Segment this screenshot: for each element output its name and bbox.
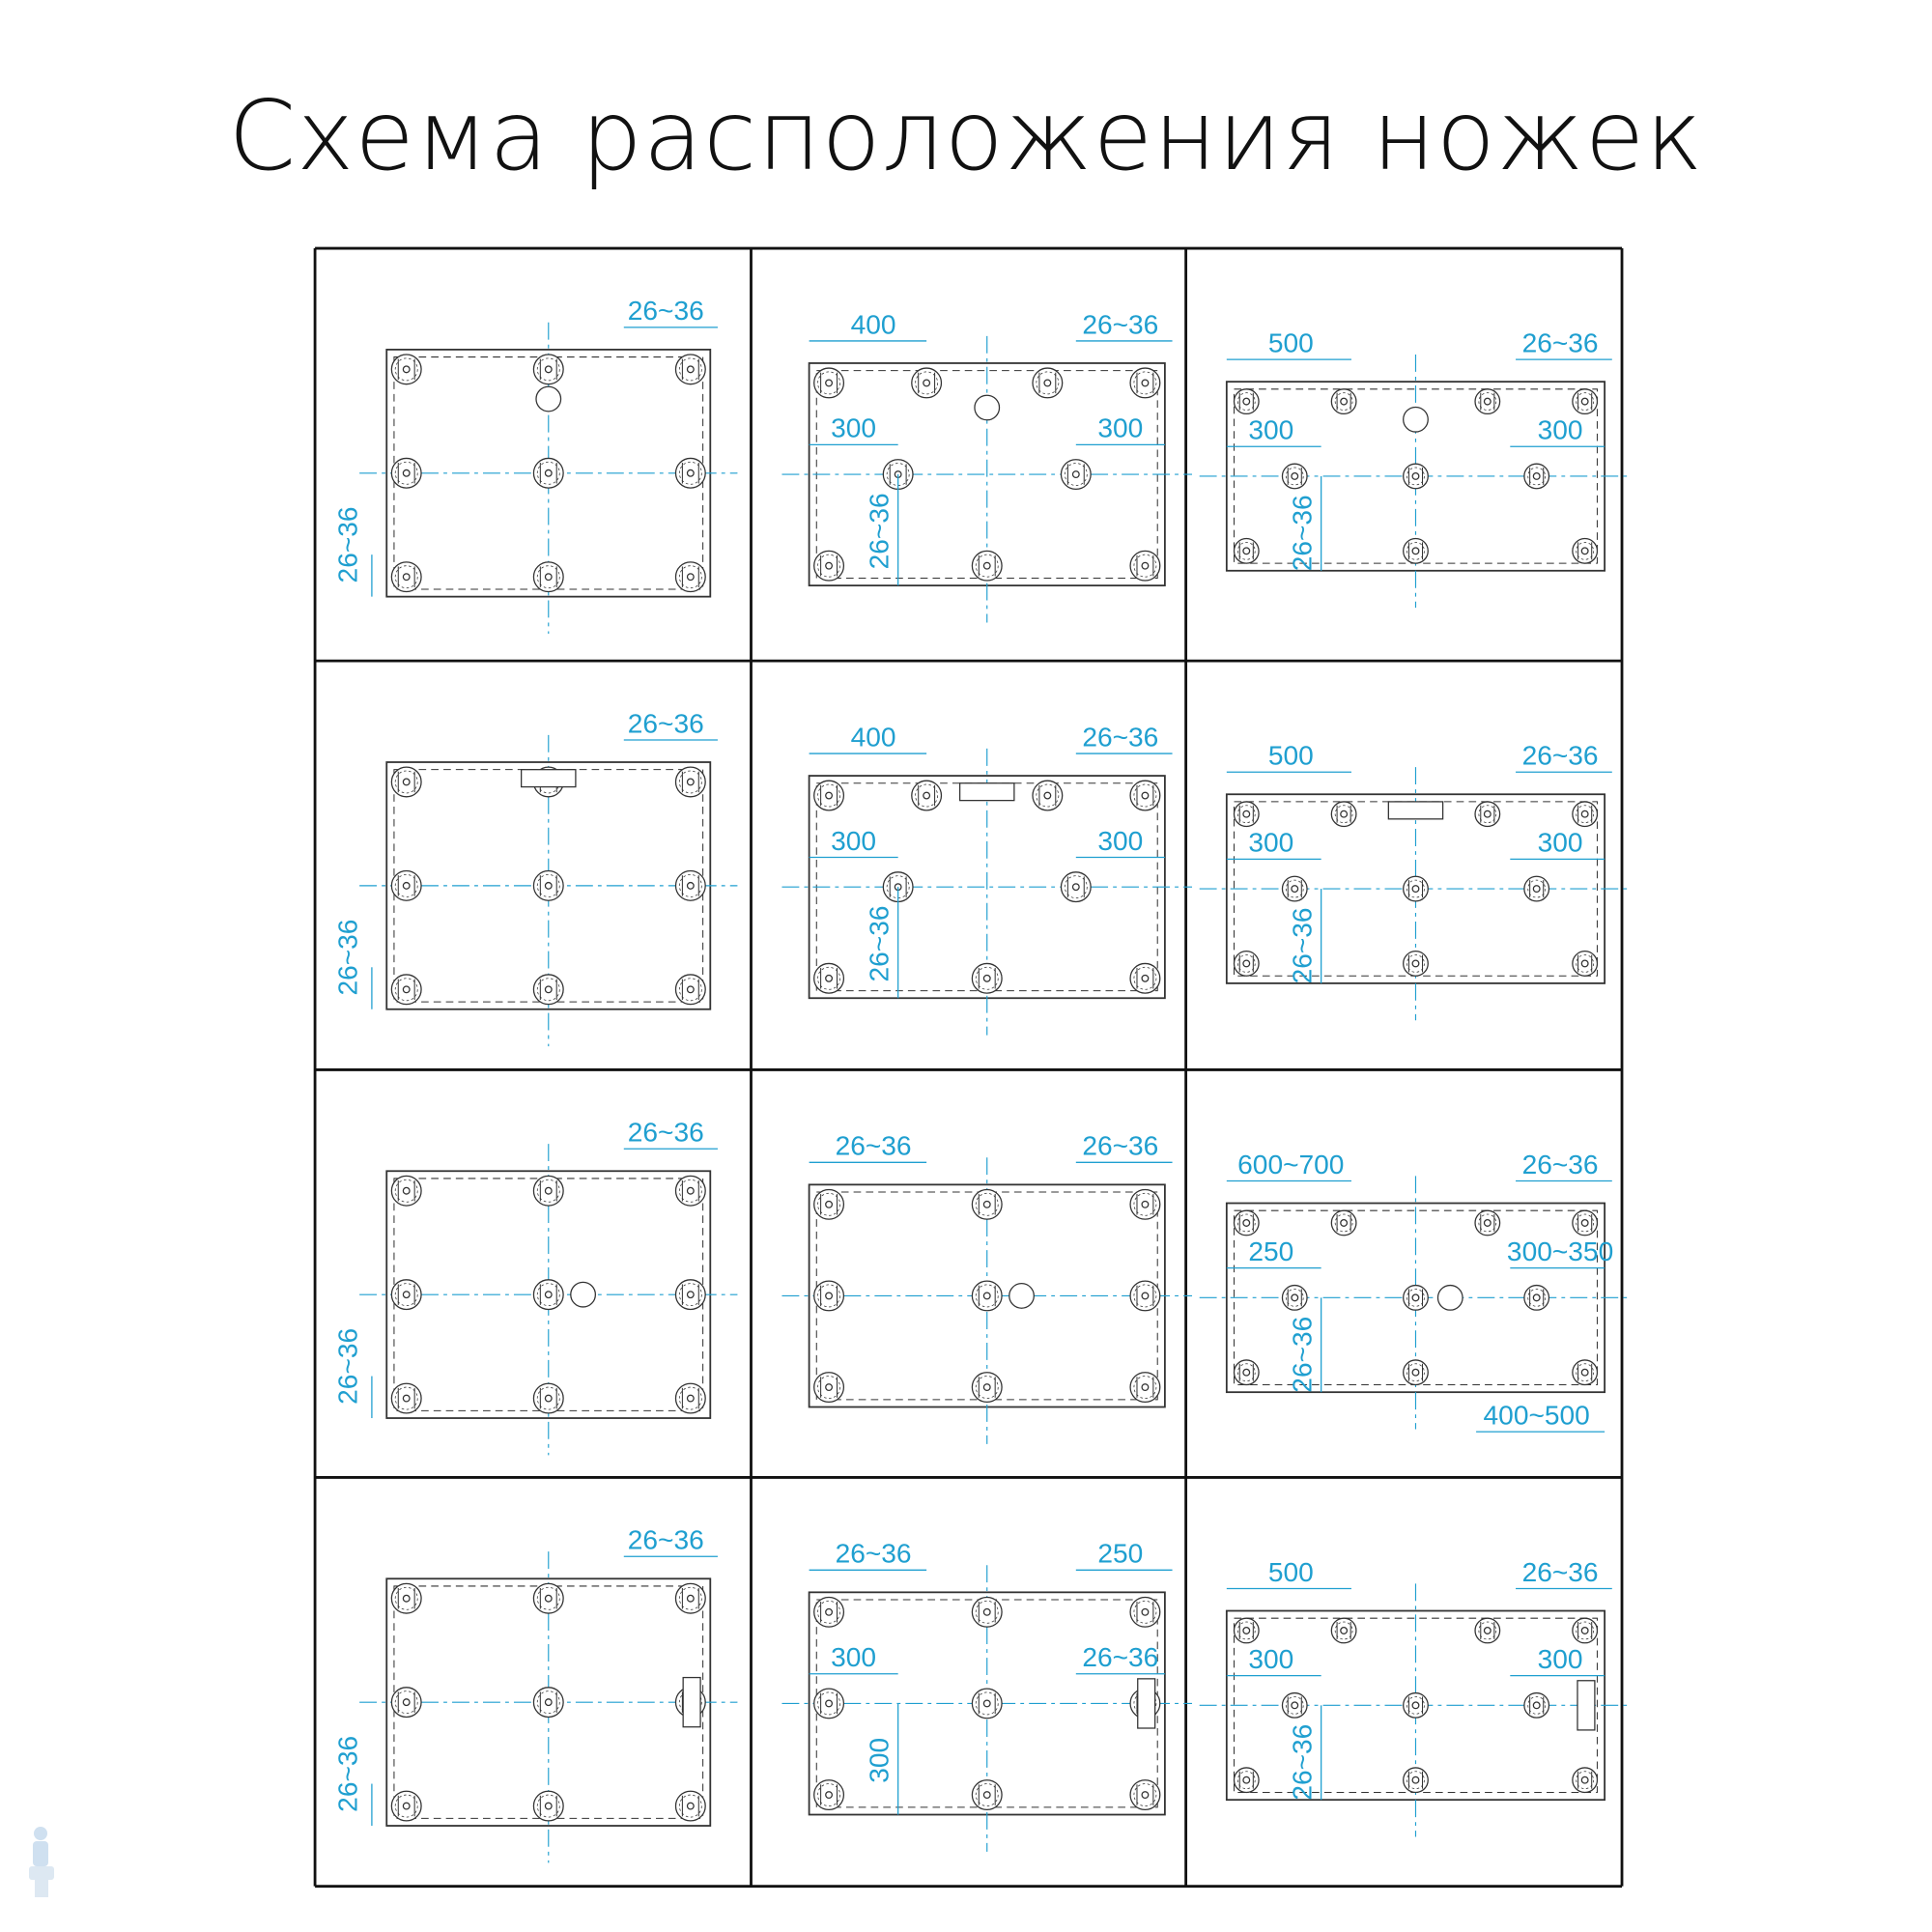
leg-foot-icon	[533, 1383, 563, 1413]
cell-r4c2	[781, 1539, 1192, 1852]
cell-r4c1	[333, 1525, 738, 1863]
dimension-label: 500	[1267, 1556, 1314, 1587]
cell-r2c1	[333, 708, 738, 1046]
dimension-label: 300~350	[1506, 1236, 1614, 1266]
dimension-label: 400~500	[1483, 1400, 1590, 1431]
drain-slot	[683, 1678, 700, 1727]
leg-foot-icon	[1573, 539, 1598, 564]
dimension-label: 26~36	[864, 493, 895, 570]
leg-foot-icon	[533, 1176, 563, 1206]
leg-foot-icon	[814, 963, 844, 993]
leg-foot-icon	[1130, 1780, 1160, 1810]
dimension-label: 26~36	[332, 919, 363, 996]
dimension-label: 26~36	[1521, 1149, 1599, 1179]
leg-foot-icon	[1404, 1693, 1429, 1719]
leg-foot-icon	[814, 1597, 844, 1627]
leg-foot-icon	[1475, 1210, 1500, 1236]
leg-foot-icon	[972, 1281, 1002, 1311]
cell-r2c2	[781, 722, 1192, 1035]
leg-foot-icon	[1130, 1189, 1160, 1219]
dimension-label: 300	[1248, 1643, 1294, 1674]
leg-foot-icon	[1404, 539, 1429, 564]
dimension-label: 300	[1537, 827, 1583, 858]
leg-foot-icon	[972, 1189, 1002, 1219]
leg-foot-icon	[1404, 1360, 1429, 1385]
leg-foot-icon	[391, 767, 421, 797]
dimension-label: 300	[1248, 414, 1294, 445]
dimension-label: 26~36	[1521, 740, 1599, 771]
leg-foot-icon	[1331, 389, 1356, 414]
drain-slot	[1577, 1681, 1595, 1730]
dimension-label: 300	[864, 1737, 895, 1783]
leg-foot-icon	[1573, 952, 1598, 977]
diagram-root	[315, 248, 1632, 1887]
dimension-label: 26~36	[332, 506, 363, 583]
leg-foot-icon	[912, 781, 942, 810]
leg-foot-icon	[1033, 781, 1063, 810]
leg-foot-icon	[1573, 1360, 1598, 1385]
drain-slot	[1138, 1679, 1155, 1728]
leg-foot-icon	[972, 1780, 1002, 1810]
leg-foot-icon	[675, 1583, 705, 1613]
leg-foot-icon	[533, 975, 563, 1005]
dimension-label: 26~36	[627, 1524, 704, 1555]
dimension-label: 26~36	[627, 1117, 704, 1148]
leg-foot-icon	[814, 551, 844, 581]
cell-r1c2	[781, 309, 1192, 622]
dimension-label: 400	[850, 309, 896, 340]
dimension-label: 300	[831, 825, 877, 856]
dimension-label: 300	[831, 412, 877, 443]
leg-foot-icon	[533, 355, 563, 384]
leg-foot-icon	[675, 1176, 705, 1206]
dimension-label: 300	[1248, 827, 1294, 858]
leg-foot-icon	[1524, 876, 1549, 901]
leg-foot-icon	[391, 1280, 421, 1310]
leg-foot-icon	[1573, 389, 1598, 414]
dimension-label: 26~36	[1287, 907, 1318, 984]
dimension-label: 300	[1097, 825, 1144, 856]
leg-foot-icon	[1130, 1373, 1160, 1403]
leg-foot-icon	[391, 1791, 421, 1821]
leg-foot-icon	[1331, 1618, 1356, 1643]
leg-foot-icon	[1573, 802, 1598, 827]
leg-foot-icon	[391, 562, 421, 592]
drain-slot	[1388, 802, 1442, 819]
leg-foot-icon	[1061, 460, 1091, 490]
leg-foot-icon	[391, 1383, 421, 1413]
leg-foot-icon	[533, 1280, 563, 1310]
dimension-label: 300	[1097, 412, 1144, 443]
cell-r3c2	[781, 1131, 1192, 1444]
leg-foot-icon	[675, 458, 705, 488]
drain-slot	[960, 783, 1014, 801]
leg-foot-icon	[1475, 389, 1500, 414]
leg-foot-icon	[814, 1689, 844, 1719]
leg-foot-icon	[1573, 1210, 1598, 1236]
cell-r3c3	[1200, 1150, 1633, 1432]
leg-foot-icon	[1130, 963, 1160, 993]
drain-hole	[571, 1282, 596, 1307]
leg-foot-icon	[675, 767, 705, 797]
cell-r4c3	[1200, 1557, 1633, 1837]
dimension-label: 26~36	[1082, 309, 1159, 340]
dimension-label: 26~36	[332, 1327, 363, 1405]
leg-foot-icon	[533, 458, 563, 488]
drain-hole	[1009, 1284, 1035, 1309]
leg-foot-icon	[972, 963, 1002, 993]
leg-foot-icon	[1524, 1693, 1549, 1719]
dimension-label: 26~36	[1082, 1130, 1159, 1161]
leg-foot-icon	[814, 1373, 844, 1403]
drain-slot	[522, 770, 576, 787]
drain-hole	[1437, 1286, 1463, 1311]
leg-foot-icon	[1331, 1210, 1356, 1236]
dimension-label: 300	[1537, 414, 1583, 445]
cell-r1c1	[333, 296, 738, 634]
cell-r2c3	[1200, 741, 1633, 1021]
leg-foot-icon	[1282, 1693, 1307, 1719]
leg-foot-icon	[675, 1791, 705, 1821]
leg-foot-icon	[391, 458, 421, 488]
leg-foot-icon	[1130, 781, 1160, 810]
leg-foot-icon	[972, 1373, 1002, 1403]
leg-foot-icon	[1033, 368, 1063, 398]
drain-hole	[1404, 407, 1429, 432]
leg-foot-icon	[1130, 368, 1160, 398]
drain-hole	[536, 386, 561, 412]
dimension-label: 26~36	[864, 905, 895, 982]
leg-foot-icon	[1234, 1618, 1259, 1643]
cell-r1c3	[1200, 327, 1633, 608]
dimension-label: 400	[850, 722, 896, 753]
drain-hole	[975, 395, 1000, 420]
leg-foot-icon	[1404, 464, 1429, 489]
leg-foot-icon	[391, 1688, 421, 1718]
dimension-label: 300	[1537, 1643, 1583, 1674]
leg-foot-icon	[1234, 952, 1259, 977]
leg-foot-icon	[1234, 539, 1259, 564]
leg-foot-icon	[675, 562, 705, 592]
dimension-label: 500	[1267, 740, 1314, 771]
dimension-label: 300	[831, 1642, 877, 1673]
leg-foot-icon	[1234, 1360, 1259, 1385]
dimension-label: 250	[1097, 1538, 1144, 1569]
plumber-logo-icon	[23, 1824, 62, 1901]
leg-foot-icon	[1234, 802, 1259, 827]
dimension-label: 26~36	[1287, 495, 1318, 572]
dimension-label: 250	[1248, 1236, 1294, 1266]
leg-foot-icon	[1282, 1286, 1307, 1311]
leg-foot-icon	[1061, 872, 1091, 902]
dimension-label: 26~36	[835, 1130, 912, 1161]
leg-foot-icon	[675, 871, 705, 901]
leg-foot-icon	[391, 1176, 421, 1206]
dimension-label: 26~36	[1082, 722, 1159, 753]
leg-foot-icon	[533, 871, 563, 901]
dimension-label: 26~36	[1287, 1316, 1318, 1393]
leg-foot-icon	[814, 1780, 844, 1810]
leg-foot-icon	[1404, 876, 1429, 901]
leg-foot-icon	[814, 781, 844, 810]
dimension-label: 26~36	[627, 296, 704, 327]
leg-foot-icon	[1573, 1768, 1598, 1793]
leg-foot-icon	[814, 368, 844, 398]
leg-foot-icon	[675, 355, 705, 384]
dimension-label: 26~36	[1521, 327, 1599, 358]
leg-foot-icon	[533, 562, 563, 592]
leg-foot-icon	[1130, 1281, 1160, 1311]
leg-foot-icon	[972, 1689, 1002, 1719]
dimension-label: 26~36	[627, 708, 704, 739]
leg-foot-icon	[391, 1583, 421, 1613]
leg-foot-icon	[1282, 464, 1307, 489]
leg-foot-icon	[1130, 551, 1160, 581]
dimension-label: 26~36	[1521, 1556, 1599, 1587]
leg-foot-icon	[1234, 1768, 1259, 1793]
leg-foot-icon	[1130, 1597, 1160, 1627]
leg-foot-icon	[533, 1583, 563, 1613]
leg-foot-icon	[1234, 389, 1259, 414]
dimension-label: 600~700	[1237, 1149, 1345, 1179]
leg-foot-icon	[391, 355, 421, 384]
leg-foot-icon	[1475, 1618, 1500, 1643]
leg-foot-icon	[675, 1383, 705, 1413]
leg-foot-icon	[391, 871, 421, 901]
cell-r3c1	[333, 1118, 738, 1456]
dimension-label: 26~36	[1287, 1723, 1318, 1801]
leg-foot-icon	[1404, 952, 1429, 977]
leg-foot-icon	[1331, 802, 1356, 827]
dimension-label: 500	[1267, 327, 1314, 358]
page-title: Схема расположения ножек	[228, 79, 1704, 192]
grid-frame	[315, 248, 1622, 1887]
leg-foot-icon	[675, 1280, 705, 1310]
leg-foot-icon	[814, 1281, 844, 1311]
leg-foot-icon	[972, 551, 1002, 581]
leg-foot-icon	[1524, 464, 1549, 489]
dimension-label: 26~36	[332, 1735, 363, 1812]
leg-foot-icon	[814, 1189, 844, 1219]
leg-foot-icon	[1475, 802, 1500, 827]
leg-foot-icon	[675, 975, 705, 1005]
leg-foot-icon	[391, 975, 421, 1005]
leg-foot-icon	[1524, 1286, 1549, 1311]
leg-foot-icon	[1573, 1618, 1598, 1643]
leg-foot-icon	[972, 1597, 1002, 1627]
leg-foot-icon	[1404, 1286, 1429, 1311]
leg-foot-icon	[1282, 876, 1307, 901]
leg-foot-icon	[533, 1791, 563, 1821]
leg-foot-icon	[1404, 1768, 1429, 1793]
dimension-label: 26~36	[835, 1538, 912, 1569]
dimension-label: 26~36	[1082, 1642, 1159, 1673]
leg-foot-icon	[533, 1688, 563, 1718]
leg-foot-icon	[1234, 1210, 1259, 1236]
leg-foot-icon	[912, 368, 942, 398]
